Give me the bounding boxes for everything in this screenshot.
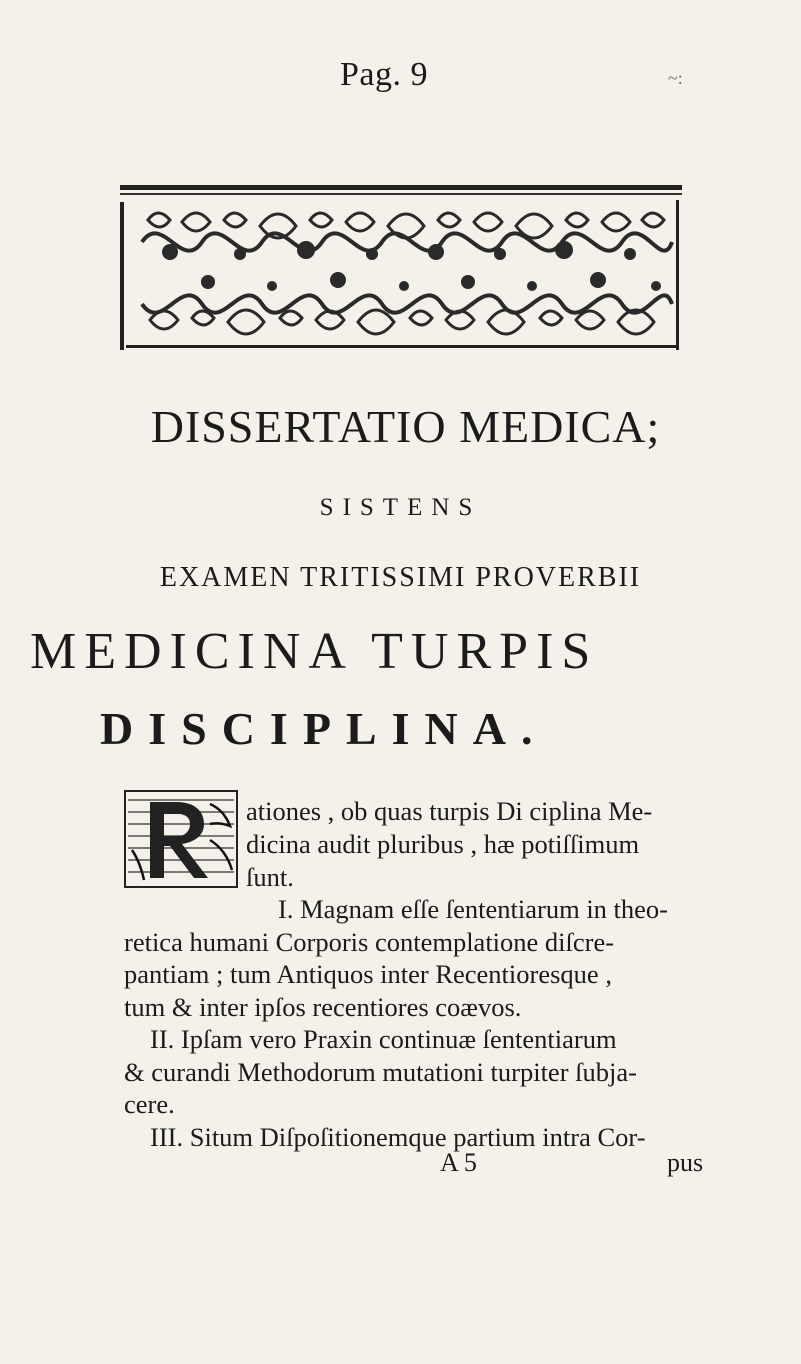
signature-mark: A 5: [440, 1148, 477, 1177]
title-sistens: SISTENS: [319, 494, 482, 521]
page-number: Pag. 9: [340, 56, 428, 93]
body-line: cere.: [124, 1089, 175, 1119]
body-line: retica humani Corporis contemplatione diſcre-: [124, 927, 615, 957]
body-line: I. Magnam eſſe ſententiarum in theo-: [278, 894, 669, 924]
body-line: & curandi Methodorum mutationi turpiter ſubja-: [124, 1057, 637, 1087]
title-medicina: MEDICINA TURPIS: [30, 623, 599, 680]
decorated-initial-r: [124, 790, 238, 888]
title-main: DISSERTATIO MEDICA;: [150, 401, 661, 452]
body-line: ationes , ob quas turpis Di ciplina Me-: [246, 796, 653, 826]
body-line: tum & inter ipſos recentiores coævos.: [124, 992, 522, 1022]
title-disciplina: DISCIPLINA.: [100, 703, 548, 754]
headpiece-ornament: [120, 182, 682, 350]
body-line: dicina audit pluribus , hæ potiſſimum: [246, 829, 640, 859]
body-line: pantiam ; tum Antiquos inter Recentioresque ,: [124, 959, 612, 989]
body-line: ſunt.: [246, 862, 294, 892]
body-line: II. Ipſam vero Praxin continuæ ſententiarum: [150, 1024, 617, 1054]
catchword: pus: [667, 1148, 704, 1177]
body-line: III. Situm Diſpoſitionemque partium intra Cor-: [150, 1122, 646, 1152]
corner-mark: ~:: [668, 68, 683, 88]
title-examen: EXAMEN TRITISSIMI PROVERBII: [159, 562, 642, 593]
